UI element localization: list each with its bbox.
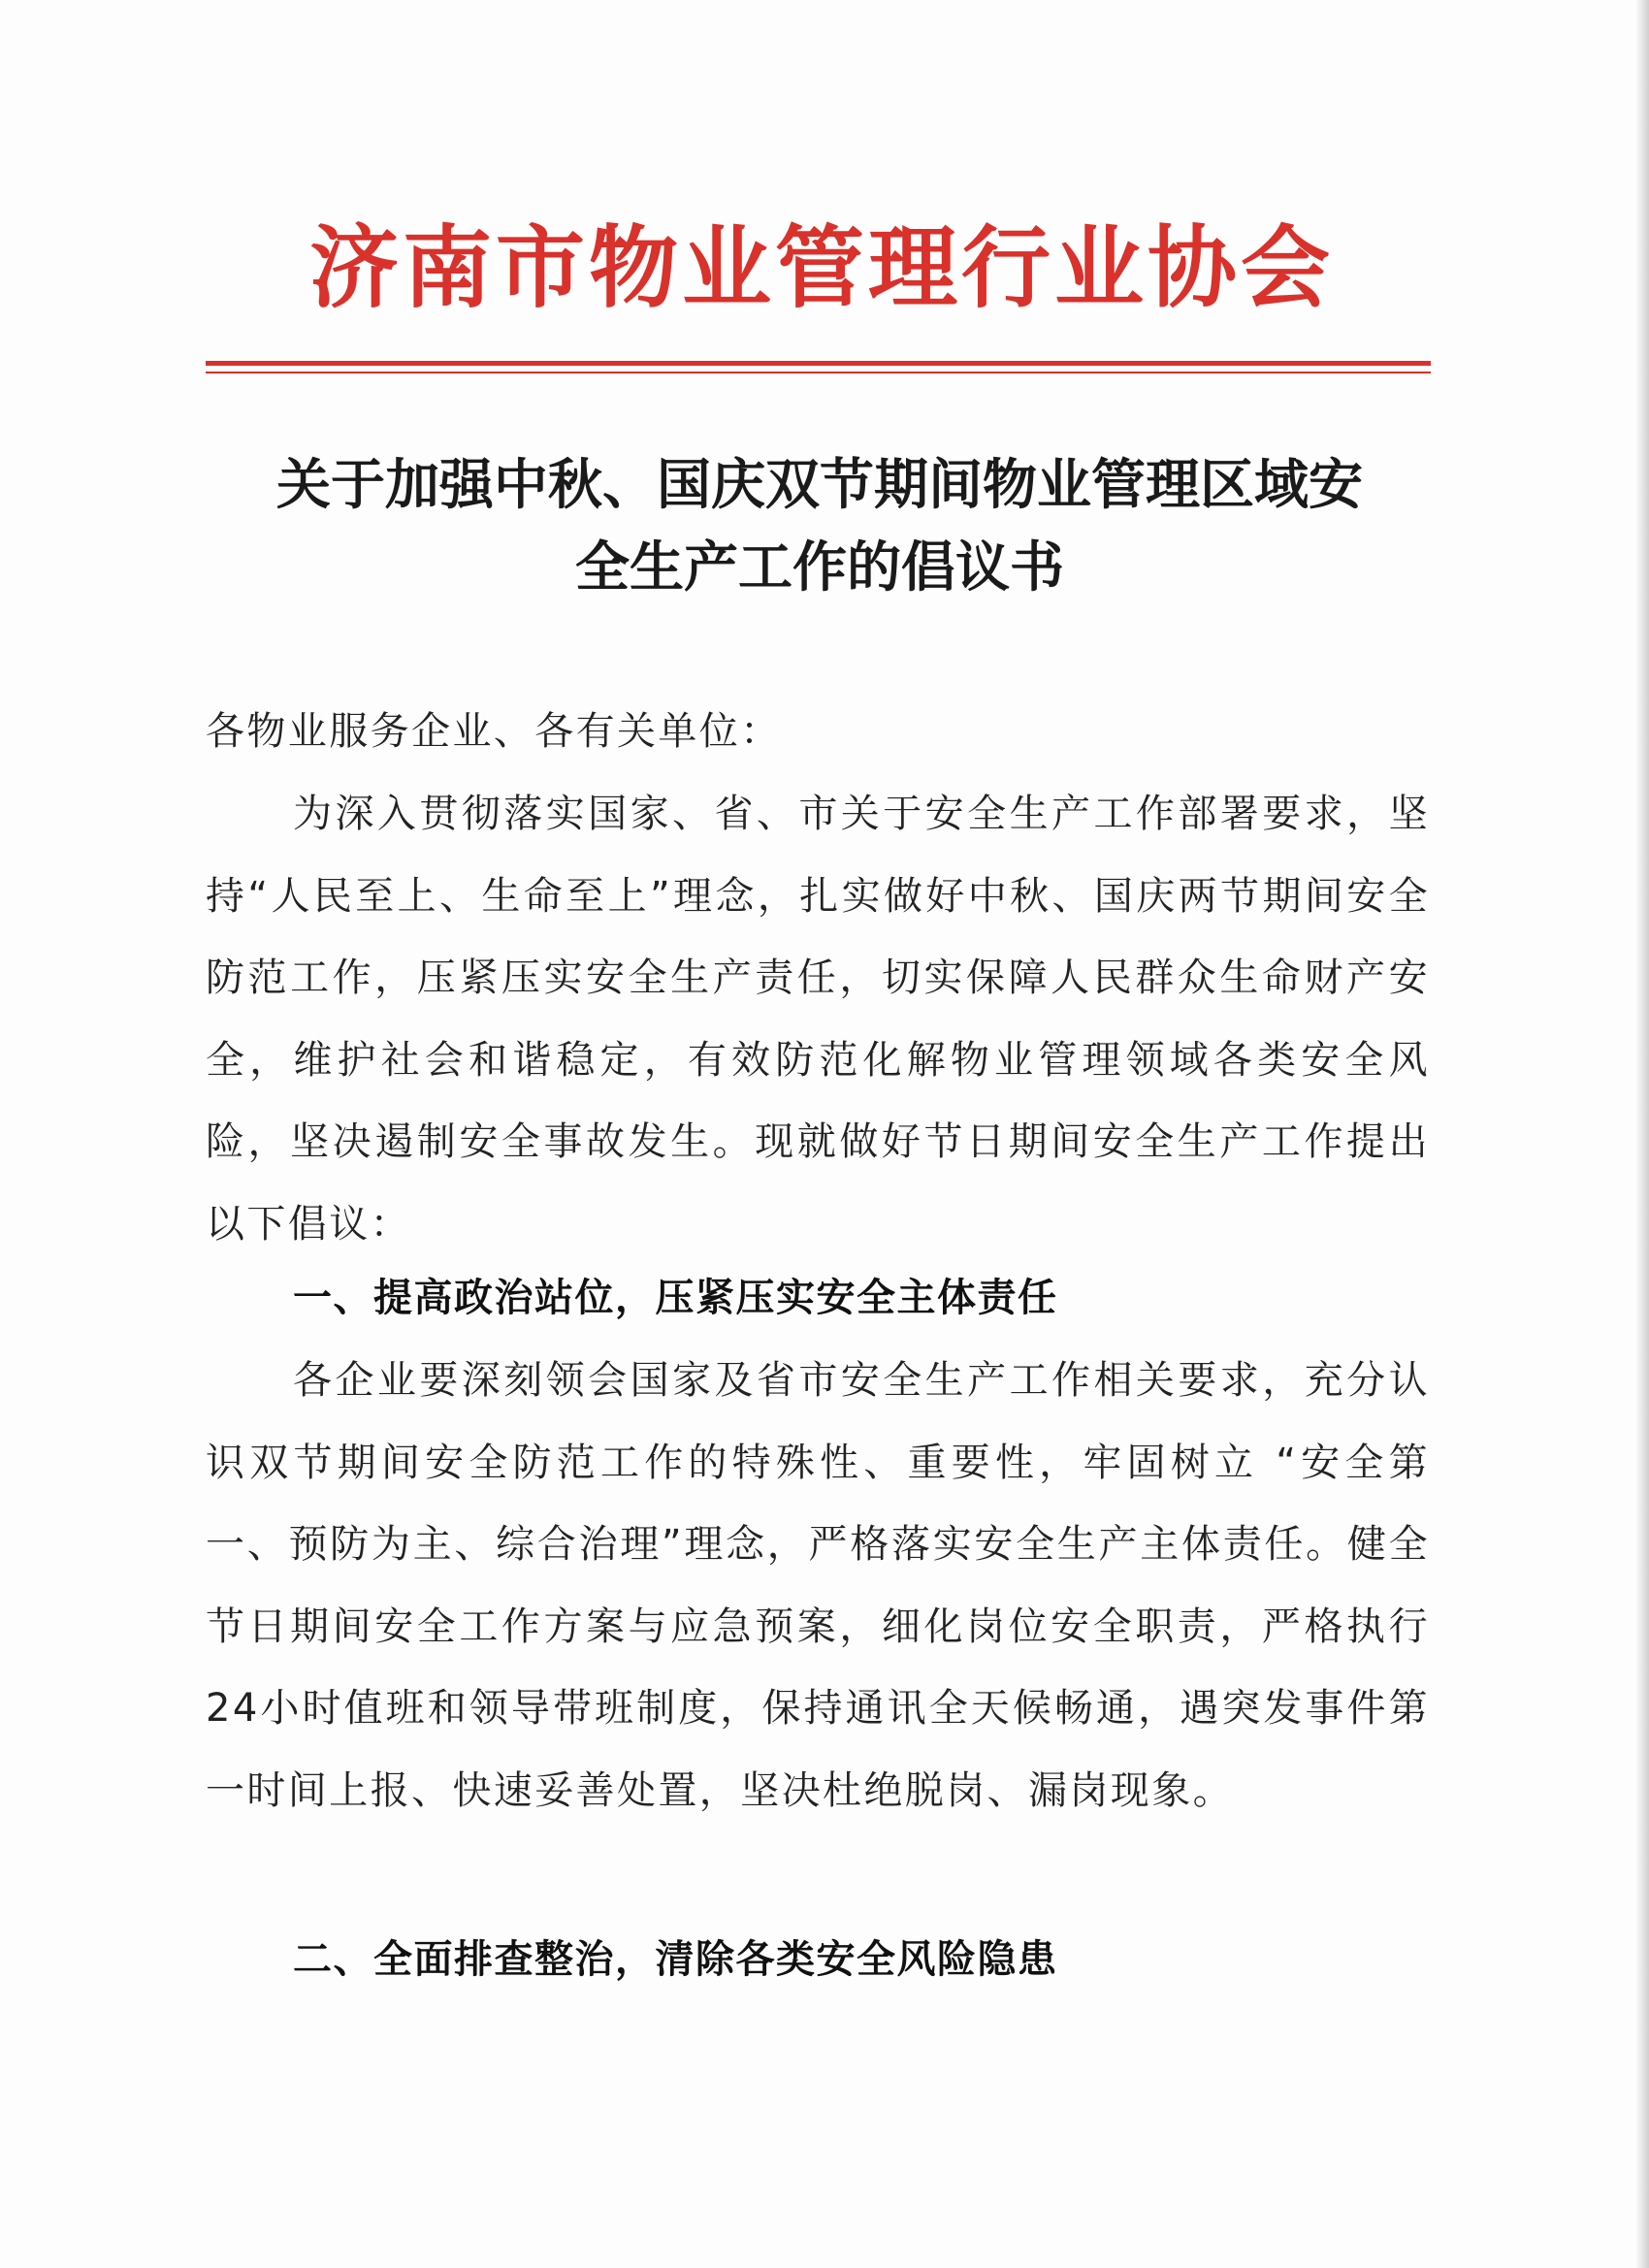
- section-1-heading: 一、提高政治站位，压紧压实安全主体责任: [293, 1276, 1058, 1320]
- letterhead-red-rule-thin: [206, 372, 1431, 373]
- salutation: 各物业服务企业、各有关单位：: [206, 709, 782, 754]
- document-title-line-1: 关于加强中秋、国庆双节期间物业管理区域安: [276, 453, 1363, 517]
- section-1-paragraph-block: [206, 1340, 1430, 1831]
- document-title: [194, 444, 1445, 609]
- page-edge-shadow: [1635, 0, 1649, 2268]
- letterhead-red-rule: [206, 361, 1431, 366]
- intro-paragraph-block: [206, 773, 1430, 1265]
- document-title-line-2: 全生产工作的倡议书: [575, 535, 1064, 599]
- section-1-paragraph: 各企业要深刻领会国家及省市安全生产工作相关要求，充分认识双节期间安全防范工作的特殊性、重要性，牢固树立 “安全第一、预防为主、综合治理”理念，严格落实安全生产主体责任。健全节日期间安全工作方案与应急预案，细化岗位安全职责，严格执行24小时值班和领导带班制度，保持通讯全天候畅通，遇突发事件第一时间上报、快速妥善处置，坚决杜绝脱岗、漏岗现象。: [206, 1358, 1430, 1813]
- intro-paragraph: 为深入贯彻落实国家、省、市关于安全生产工作部署要求，坚持“人民至上、生命至上”理念，扎实做好中秋、国庆两节期间安全防范工作，压紧压实安全生产责任，切实保障人民群众生命财产安全，维护社会和谐稳定，有效防范化解物业管理领域各类安全风险，坚决遏制安全事故发生。现就做好节日期间安全生产工作提出以下倡议：: [206, 792, 1430, 1247]
- section-2-heading: 二、全面排查整治，清除各类安全风险隐患: [293, 1937, 1058, 1982]
- letterhead-org-name: 济南市物业管理行业协会: [308, 215, 1334, 320]
